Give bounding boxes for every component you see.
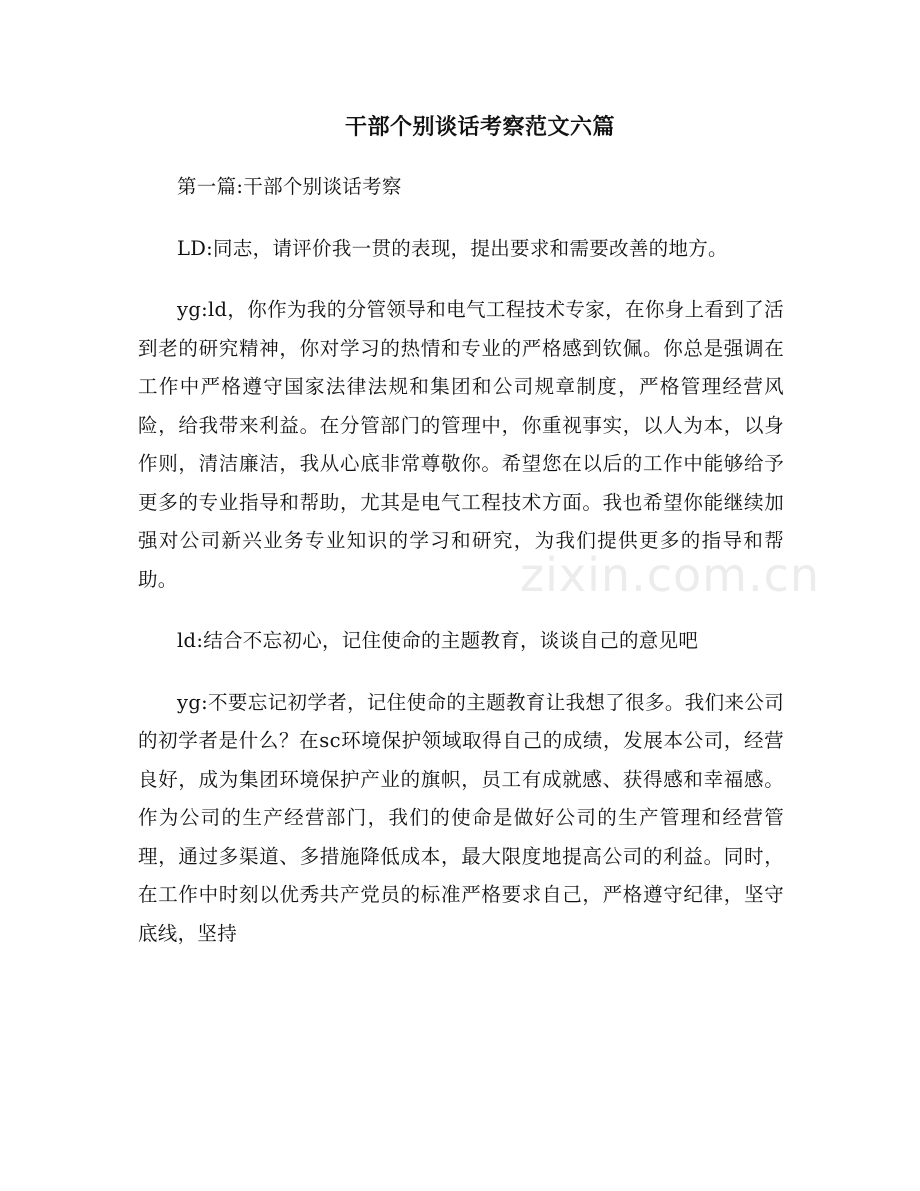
paragraph-yg-evaluation: yg:ld，你作为我的分管领导和电气工程技术专家，在你身上看到了活到老的研究精神，你对学习的热情和专业的严格感到钦佩。你总是强调在工作中严格遵守国家法律法规和集团和公司规章制度，严格管理经营风险，给我带来利益。在分管部门的管理中，你重视事实，以人为本，以身作则，清洁廉洁，我从心底非常尊敬你。希望您在以后的工作中能够给予更多的专业指导和帮助，尤其是电气工程技术方面。我也希望你能继续加强对公司新兴业务专业知识的学习和研究，为我们提供更多的指导和帮助。 (138, 298, 784, 591)
document-title: 干部个别谈话考察范文六篇 (344, 114, 615, 140)
watermark-text: zixin.com.cn (520, 548, 821, 602)
paragraph-yg-response: yg:不要忘记初学者，记住使命的主题教育让我想了很多。我们来公司的初学者是什么？在sc环境保护领域取得自己的成绩，发展本公司，经营良好，成为集团环境保护产业的旗帜，员工有成就感、获得感和幸福感。作为公司的生产经营部门，我们的使命是做好公司的生产管理和经营管理，通过多渠道、多措施降低成本，最大限度地提高公司的利益。同时，在工作中时刻以优秀共产党员的标准严格要求自己，严格遵守纪律，坚守底线，坚持 (138, 690, 784, 945)
paragraph-ld-request: LD:同志，请评价我一贯的表现，提出要求和需要改善的地方。 (177, 236, 728, 260)
paragraph-ld-topic: ld:结合不忘初心，记住使命的主题教育，谈谈自己的意见吧 (177, 629, 699, 652)
document-body (138, 168, 784, 976)
section-heading: 第一篇:干部个别谈话考察 (177, 175, 402, 198)
